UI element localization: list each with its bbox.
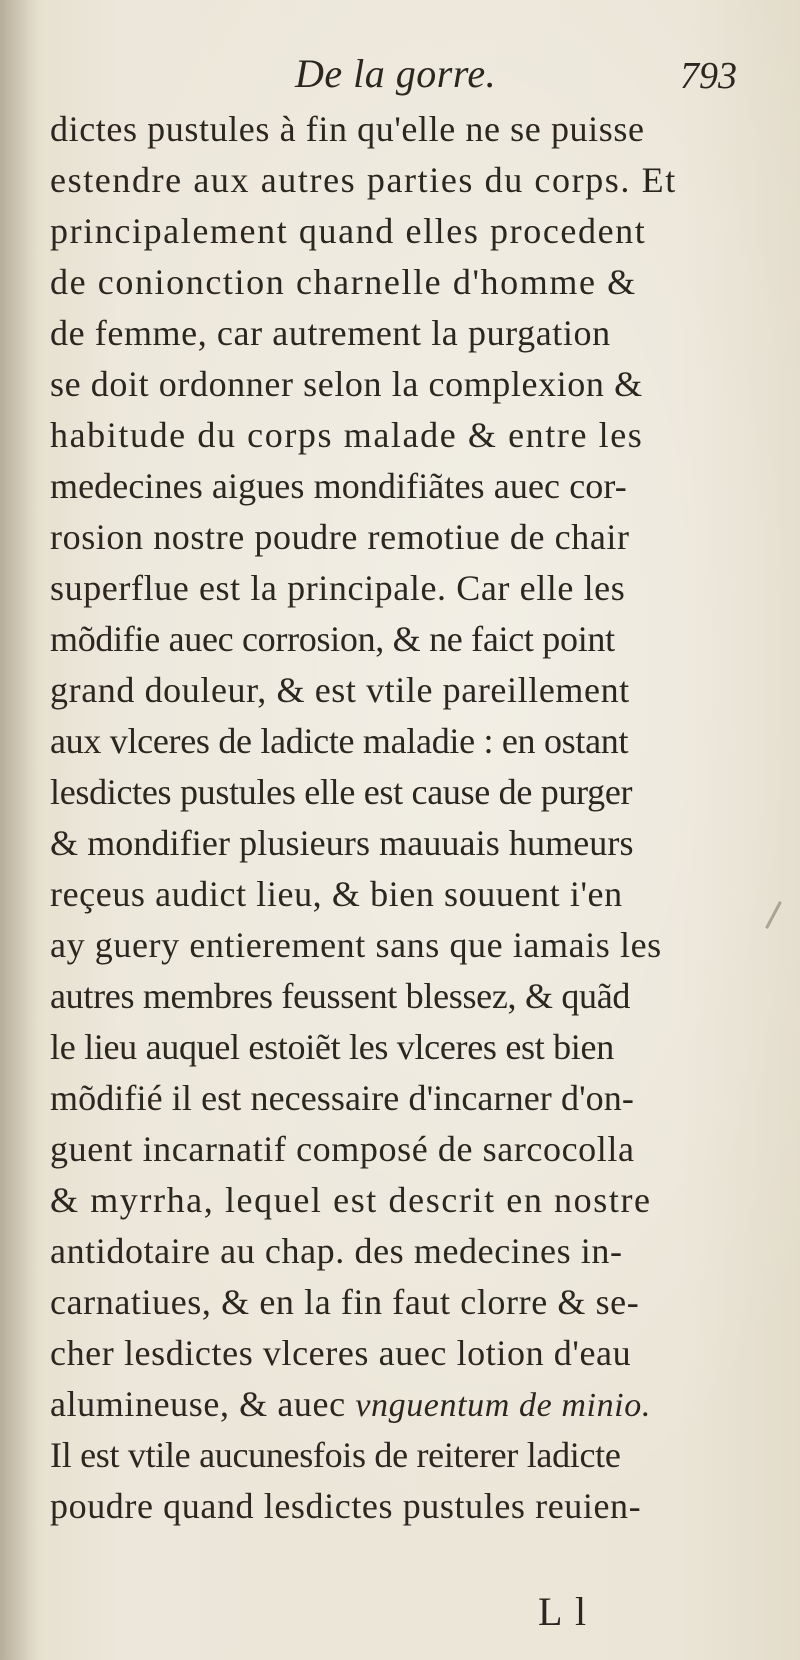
- text-line: habitude du corps malade & entre les: [50, 415, 644, 455]
- text-line: rosion nostre poudre remotiue de chair: [50, 517, 630, 557]
- text-line: grand douleur, & est vtile pareillement: [50, 670, 630, 710]
- text-line: cher lesdictes vlceres auec lotion d'eau: [50, 1333, 632, 1373]
- text-line: & myrrha, lequel est descrit en nostre: [50, 1180, 652, 1220]
- text-line: autres membres feussent blessez, & quãd: [50, 976, 631, 1016]
- text-line: estendre aux autres parties du corps. Et: [50, 160, 677, 200]
- text-line: mõdifie auec corrosion, & ne faict point: [50, 619, 615, 659]
- text-line: de conionction charnelle d'homme &: [50, 262, 637, 302]
- text-line: lesdictes pustules elle est cause de purger: [50, 772, 633, 812]
- text-line: poudre quand lesdictes pustules reuien-: [50, 1486, 642, 1526]
- text-line-with-italic: [50, 1379, 790, 1430]
- text-line: aux vlceres de ladicte maladie : en ostant: [50, 721, 629, 761]
- text-segment: alumineuse, & auec: [50, 1384, 346, 1424]
- text-line: ay guery entierement sans que iamais les: [50, 925, 662, 965]
- text-line: Il est vtile aucunesfois de reiterer ladicte: [50, 1435, 621, 1475]
- gutter-shadow: [0, 0, 40, 1660]
- text-line: superflue est la principale. Car elle les: [50, 568, 626, 608]
- italic-latin-phrase: vnguentum de minio.: [355, 1387, 651, 1424]
- text-line: mõdifié il est necessaire d'incarner d'on-: [50, 1078, 634, 1118]
- text-line: medecines aigues mondifiãtes auec cor-: [50, 466, 627, 506]
- signature-mark: L l: [538, 1589, 589, 1634]
- text-line: reçeus audict lieu, & bien souuent i'en: [50, 874, 623, 914]
- text-line: le lieu auquel estoiẽt les vlceres est bien: [50, 1027, 614, 1067]
- text-line: se doit ordonner selon la complexion &: [50, 364, 643, 404]
- running-title: De la gorre.: [295, 51, 497, 96]
- text-line: guent incarnatif composé de sarcocolla: [50, 1129, 635, 1169]
- body-text: [50, 104, 790, 1532]
- text-line: & mondifier plusieurs mauuais humeurs: [50, 823, 634, 863]
- page-header: [0, 50, 800, 100]
- text-line: de femme, car autrement la purgation: [50, 313, 611, 353]
- text-line: principalement quand elles procedent: [50, 211, 647, 251]
- page-number: 793: [680, 55, 737, 97]
- text-line: carnatiues, & en la fin faut clorre & se-: [50, 1282, 640, 1322]
- text-line: antidotaire au chap. des medecines in-: [50, 1231, 623, 1271]
- text-line: dictes pustules à fin qu'elle ne se puisse: [50, 109, 645, 149]
